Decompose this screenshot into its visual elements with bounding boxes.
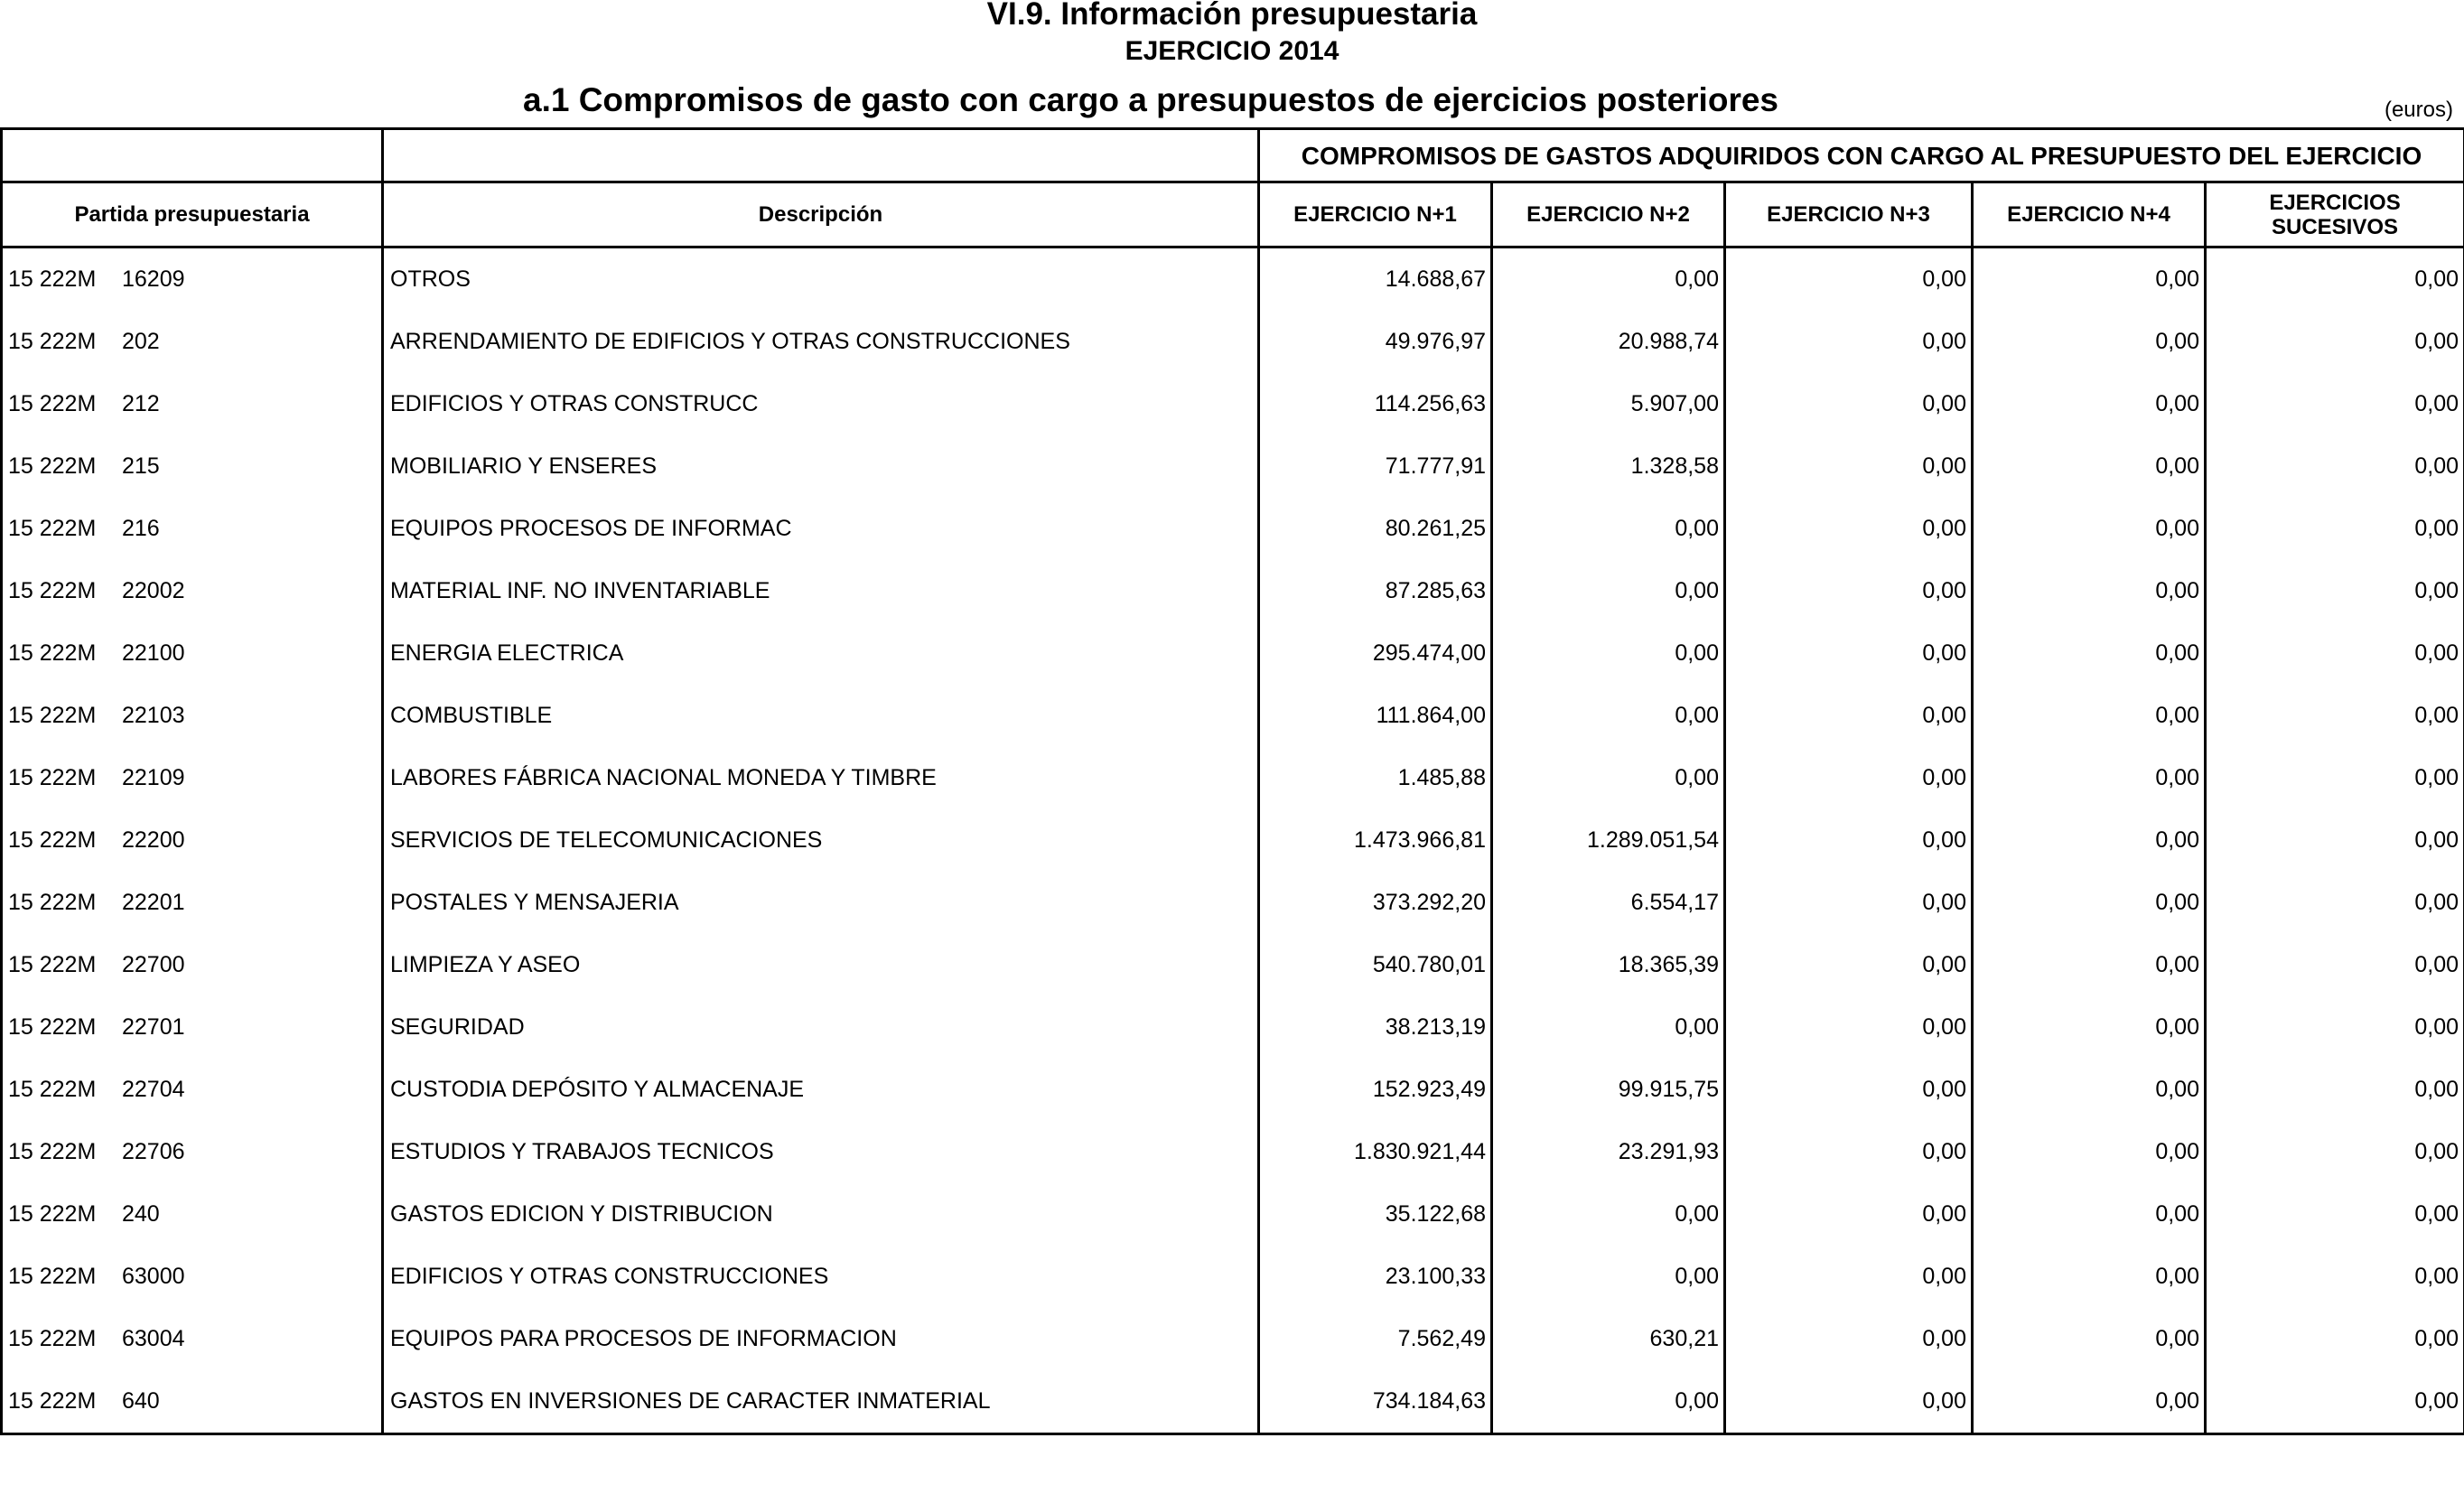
blank-header-cell	[383, 129, 1259, 182]
cell-n1: 114.256,63	[1259, 373, 1492, 435]
cell-n2: 23.291,93	[1492, 1121, 1725, 1183]
cell-concepto: 22701	[122, 1014, 185, 1040]
cell-programa: 15 222M	[8, 516, 97, 541]
cell-n1: 1.830.921,44	[1259, 1121, 1492, 1183]
cell-n3: 0,00	[1725, 1183, 1973, 1246]
cell-n1: 35.122,68	[1259, 1183, 1492, 1246]
cell-descripcion: COMBUSTIBLE	[383, 685, 1259, 747]
cell-sucesivos: 0,00	[2206, 1059, 2464, 1121]
cell-partida	[2, 560, 383, 622]
cell-sucesivos: 0,00	[2206, 622, 2464, 685]
cell-programa: 15 222M	[8, 765, 97, 790]
cell-n1: 1.473.966,81	[1259, 809, 1492, 872]
cell-n1: 38.213,19	[1259, 996, 1492, 1059]
cell-n4: 0,00	[1973, 1308, 2206, 1370]
cell-n1: 295.474,00	[1259, 622, 1492, 685]
cell-n4: 0,00	[1973, 809, 2206, 872]
cell-n3: 0,00	[1725, 435, 1973, 498]
cell-descripcion: EDIFICIOS Y OTRAS CONSTRUCC	[383, 373, 1259, 435]
cell-partida	[2, 1370, 383, 1434]
cell-n1: 152.923,49	[1259, 1059, 1492, 1121]
cell-n1: 540.780,01	[1259, 934, 1492, 996]
cell-n3: 0,00	[1725, 872, 1973, 934]
cell-programa: 15 222M	[8, 1139, 97, 1164]
table-row	[2, 996, 2464, 1059]
cell-partida	[2, 996, 383, 1059]
cell-n2: 0,00	[1492, 247, 1725, 312]
cell-n1: 49.976,97	[1259, 311, 1492, 373]
cell-concepto: 22103	[122, 703, 185, 728]
header-sucesivos-line2: SUCESIVOS	[2271, 214, 2399, 239]
cell-descripcion: SEGURIDAD	[383, 996, 1259, 1059]
cell-n4: 0,00	[1973, 435, 2206, 498]
cell-descripcion: MOBILIARIO Y ENSERES	[383, 435, 1259, 498]
cell-sucesivos: 0,00	[2206, 435, 2464, 498]
cell-concepto: 215	[122, 453, 160, 479]
cell-descripcion: CUSTODIA DEPÓSITO Y ALMACENAJE	[383, 1059, 1259, 1121]
cell-sucesivos: 0,00	[2206, 996, 2464, 1059]
cell-programa: 15 222M	[8, 1326, 97, 1351]
table-row	[2, 247, 2464, 312]
cell-concepto: 22100	[122, 640, 185, 666]
table-row	[2, 311, 2464, 373]
cell-n3: 0,00	[1725, 373, 1973, 435]
cell-n4: 0,00	[1973, 247, 2206, 312]
cell-programa: 15 222M	[8, 1077, 97, 1102]
cell-n1: 14.688,67	[1259, 247, 1492, 312]
cell-n2: 6.554,17	[1492, 872, 1725, 934]
cell-partida	[2, 1121, 383, 1183]
cell-programa: 15 222M	[8, 890, 97, 915]
cell-concepto: 63004	[122, 1326, 185, 1351]
cell-n2: 630,21	[1492, 1308, 1725, 1370]
cell-partida	[2, 622, 383, 685]
cell-n3: 0,00	[1725, 1246, 1973, 1308]
cell-partida	[2, 934, 383, 996]
cell-descripcion: MATERIAL INF. NO INVENTARIABLE	[383, 560, 1259, 622]
cell-n2: 99.915,75	[1492, 1059, 1725, 1121]
cell-n3: 0,00	[1725, 1370, 1973, 1434]
cell-partida	[2, 311, 383, 373]
cell-n4: 0,00	[1973, 1183, 2206, 1246]
cell-descripcion: ARRENDAMIENTO DE EDIFICIOS Y OTRAS CONSTRUCCIONES	[383, 311, 1259, 373]
cell-partida	[2, 1246, 383, 1308]
page-title: VI.9. Información presupuestaria	[986, 0, 1478, 32]
cell-partida	[2, 435, 383, 498]
cell-n3: 0,00	[1725, 247, 1973, 312]
cell-programa: 15 222M	[8, 1264, 97, 1289]
cell-concepto: 640	[122, 1388, 160, 1414]
cell-sucesivos: 0,00	[2206, 373, 2464, 435]
cell-programa: 15 222M	[8, 329, 97, 354]
cell-n3: 0,00	[1725, 809, 1973, 872]
cell-n3: 0,00	[1725, 685, 1973, 747]
table-row	[2, 1370, 2464, 1434]
table-row	[2, 622, 2464, 685]
table-row	[2, 435, 2464, 498]
cell-concepto: 22200	[122, 827, 185, 853]
table-row	[2, 1121, 2464, 1183]
table-row	[2, 373, 2464, 435]
cell-sucesivos: 0,00	[2206, 809, 2464, 872]
cell-partida	[2, 247, 383, 312]
table-row	[2, 685, 2464, 747]
cell-n4: 0,00	[1973, 373, 2206, 435]
cell-descripcion: OTROS	[383, 247, 1259, 312]
cell-descripcion: EDIFICIOS Y OTRAS CONSTRUCCIONES	[383, 1246, 1259, 1308]
header-sucesivos-line1: EJERCICIOS	[2269, 190, 2401, 215]
cell-n1: 7.562,49	[1259, 1308, 1492, 1370]
cell-n2: 0,00	[1492, 1246, 1725, 1308]
cell-n3: 0,00	[1725, 1059, 1973, 1121]
table-row	[2, 1246, 2464, 1308]
cell-n1: 23.100,33	[1259, 1246, 1492, 1308]
cell-programa: 15 222M	[8, 1201, 97, 1227]
cell-n4: 0,00	[1973, 934, 2206, 996]
header-n2: EJERCICIO N+2	[1492, 182, 1725, 247]
cell-concepto: 22201	[122, 890, 185, 915]
cell-sucesivos: 0,00	[2206, 1183, 2464, 1246]
cell-descripcion: LIMPIEZA Y ASEO	[383, 934, 1259, 996]
cell-partida	[2, 1059, 383, 1121]
cell-programa: 15 222M	[8, 453, 97, 479]
cell-sucesivos: 0,00	[2206, 872, 2464, 934]
cell-concepto: 202	[122, 329, 160, 354]
cell-n2: 18.365,39	[1492, 934, 1725, 996]
cell-concepto: 16209	[122, 266, 185, 292]
cell-n3: 0,00	[1725, 1121, 1973, 1183]
cell-descripcion: POSTALES Y MENSAJERIA	[383, 872, 1259, 934]
header-descripcion: Descripción	[383, 182, 1259, 247]
cell-programa: 15 222M	[8, 640, 97, 666]
cell-programa: 15 222M	[8, 391, 97, 416]
cell-descripcion: GASTOS EN INVERSIONES DE CARACTER INMATERIAL	[383, 1370, 1259, 1434]
cell-n1: 1.485,88	[1259, 747, 1492, 809]
cell-descripcion: LABORES FÁBRICA NACIONAL MONEDA Y TIMBRE	[383, 747, 1259, 809]
cell-n4: 0,00	[1973, 498, 2206, 560]
cell-n4: 0,00	[1973, 311, 2206, 373]
cell-sucesivos: 0,00	[2206, 685, 2464, 747]
cell-n2: 20.988,74	[1492, 311, 1725, 373]
cell-n3: 0,00	[1725, 622, 1973, 685]
cell-n4: 0,00	[1973, 872, 2206, 934]
cell-partida	[2, 872, 383, 934]
cell-n2: 0,00	[1492, 685, 1725, 747]
cell-programa: 15 222M	[8, 703, 97, 728]
cell-n3: 0,00	[1725, 498, 1973, 560]
blank-header-cell	[2, 129, 383, 182]
cell-partida	[2, 1308, 383, 1370]
cell-n4: 0,00	[1973, 747, 2206, 809]
cell-programa: 15 222M	[8, 1014, 97, 1040]
cell-n4: 0,00	[1973, 1121, 2206, 1183]
cell-n3: 0,00	[1725, 747, 1973, 809]
table-row	[2, 1183, 2464, 1246]
cell-n3: 0,00	[1725, 560, 1973, 622]
cell-n2: 0,00	[1492, 996, 1725, 1059]
cell-partida	[2, 498, 383, 560]
group-header: COMPROMISOS DE GASTOS ADQUIRIDOS CON CARGO AL PRESUPUESTO DEL EJERCICIO	[1259, 129, 2464, 182]
cell-n2: 0,00	[1492, 498, 1725, 560]
cell-concepto: 240	[122, 1201, 160, 1227]
table-row	[2, 1308, 2464, 1370]
cell-partida	[2, 373, 383, 435]
cell-n4: 0,00	[1973, 622, 2206, 685]
cell-n2: 1.289.051,54	[1492, 809, 1725, 872]
table-row	[2, 872, 2464, 934]
cell-n1: 373.292,20	[1259, 872, 1492, 934]
cell-sucesivos: 0,00	[2206, 747, 2464, 809]
cell-n1: 80.261,25	[1259, 498, 1492, 560]
cell-n2: 1.328,58	[1492, 435, 1725, 498]
cell-sucesivos: 0,00	[2206, 1246, 2464, 1308]
cell-n4: 0,00	[1973, 685, 2206, 747]
cell-programa: 15 222M	[8, 578, 97, 603]
cell-concepto: 212	[122, 391, 160, 416]
cell-descripcion: EQUIPOS PROCESOS DE INFORMAC	[383, 498, 1259, 560]
cell-n1: 87.285,63	[1259, 560, 1492, 622]
header-n3: EJERCICIO N+3	[1725, 182, 1973, 247]
section-title: a.1 Compromisos de gasto con cargo a presupuestos de ejercicios posteriores	[523, 81, 1778, 118]
cell-n3: 0,00	[1725, 934, 1973, 996]
cell-n4: 0,00	[1973, 1059, 2206, 1121]
cell-concepto: 22109	[122, 765, 185, 790]
cell-programa: 15 222M	[8, 827, 97, 853]
cell-n2: 0,00	[1492, 747, 1725, 809]
cell-n3: 0,00	[1725, 996, 1973, 1059]
cell-n1: 111.864,00	[1259, 685, 1492, 747]
cell-concepto: 22706	[122, 1139, 185, 1164]
cell-concepto: 63000	[122, 1264, 185, 1289]
cell-concepto: 216	[122, 516, 160, 541]
cell-n3: 0,00	[1725, 311, 1973, 373]
cell-descripcion: SERVICIOS DE TELECOMUNICACIONES	[383, 809, 1259, 872]
cell-sucesivos: 0,00	[2206, 560, 2464, 622]
cell-n4: 0,00	[1973, 1370, 2206, 1434]
table-row	[2, 1059, 2464, 1121]
cell-n1: 71.777,91	[1259, 435, 1492, 498]
header-sucesivos	[2206, 182, 2464, 247]
cell-concepto: 22002	[122, 578, 185, 603]
table-row	[2, 934, 2464, 996]
cell-n2: 5.907,00	[1492, 373, 1725, 435]
table-body	[2, 247, 2464, 1434]
cell-programa: 15 222M	[8, 952, 97, 977]
units-label: (euros)	[2384, 98, 2453, 122]
table-row	[2, 498, 2464, 560]
cell-partida	[2, 747, 383, 809]
table-row	[2, 809, 2464, 872]
cell-n2: 0,00	[1492, 622, 1725, 685]
commitments-table	[0, 127, 2464, 1435]
header-partida: Partida presupuestaria	[2, 182, 383, 247]
cell-descripcion: ESTUDIOS Y TRABAJOS TECNICOS	[383, 1121, 1259, 1183]
header-n1: EJERCICIO N+1	[1259, 182, 1492, 247]
cell-sucesivos: 0,00	[2206, 1370, 2464, 1434]
cell-sucesivos: 0,00	[2206, 934, 2464, 996]
cell-partida	[2, 685, 383, 747]
page-subtitle: EJERCICIO 2014	[1125, 36, 1339, 66]
cell-sucesivos: 0,00	[2206, 247, 2464, 312]
cell-partida	[2, 1183, 383, 1246]
cell-n4: 0,00	[1973, 1246, 2206, 1308]
cell-n4: 0,00	[1973, 560, 2206, 622]
cell-n2: 0,00	[1492, 1183, 1725, 1246]
cell-programa: 15 222M	[8, 266, 97, 292]
cell-programa: 15 222M	[8, 1388, 97, 1414]
cell-sucesivos: 0,00	[2206, 1308, 2464, 1370]
table-row	[2, 560, 2464, 622]
cell-descripcion: GASTOS EDICION Y DISTRIBUCION	[383, 1183, 1259, 1246]
cell-descripcion: ENERGIA ELECTRICA	[383, 622, 1259, 685]
cell-concepto: 22704	[122, 1077, 185, 1102]
cell-n2: 0,00	[1492, 1370, 1725, 1434]
cell-n2: 0,00	[1492, 560, 1725, 622]
cell-concepto: 22700	[122, 952, 185, 977]
table-super-header	[2, 129, 2464, 182]
table-row	[2, 747, 2464, 809]
cell-descripcion: EQUIPOS PARA PROCESOS DE INFORMACION	[383, 1308, 1259, 1370]
table-column-headers	[2, 182, 2464, 247]
cell-partida	[2, 809, 383, 872]
cell-sucesivos: 0,00	[2206, 1121, 2464, 1183]
cell-n1: 734.184,63	[1259, 1370, 1492, 1434]
header-n4: EJERCICIO N+4	[1973, 182, 2206, 247]
cell-n3: 0,00	[1725, 1308, 1973, 1370]
cell-sucesivos: 0,00	[2206, 498, 2464, 560]
cell-n4: 0,00	[1973, 996, 2206, 1059]
cell-sucesivos: 0,00	[2206, 311, 2464, 373]
